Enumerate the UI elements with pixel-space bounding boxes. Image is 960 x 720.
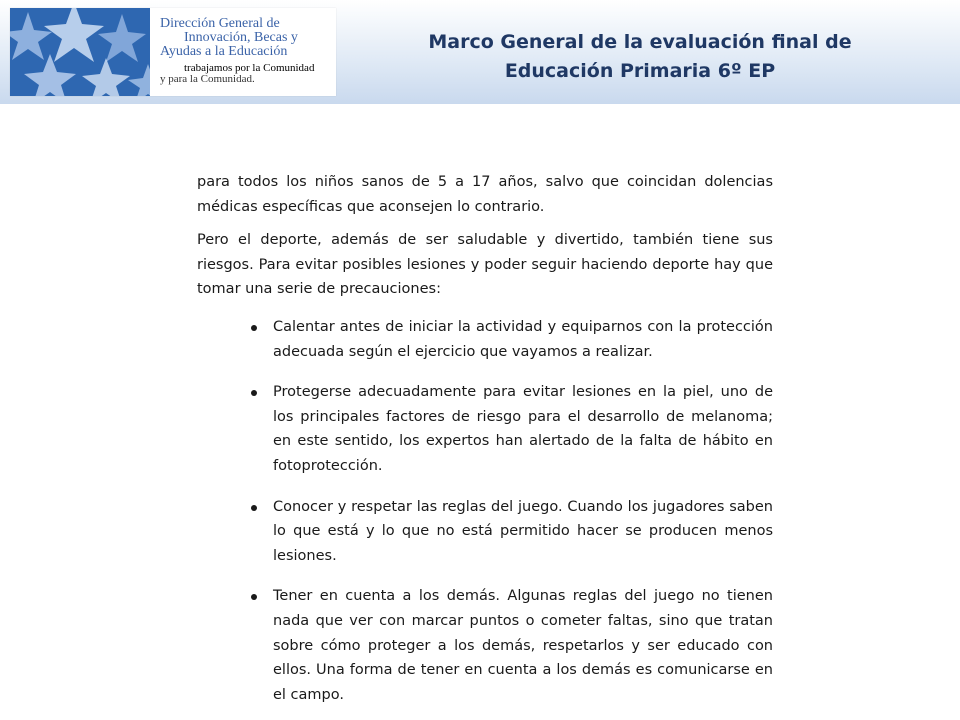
logo-line: Dirección General de (160, 16, 280, 31)
star-pattern-logo-mark (10, 8, 150, 96)
document-body (197, 170, 773, 720)
list-item-text: Protegerse adecuadamente para evitar lesiones en la piel, uno de los principales factores de riesgo para el desarrollo de melanoma; en este sentido, los expertos han alertado de la falta de hábito en fotoprotección. (273, 384, 773, 474)
page-title (420, 28, 860, 86)
institution-logo (10, 8, 336, 96)
logo-line: Innovación, Becas y (184, 30, 298, 45)
logo-line: Ayudas a la Educación (160, 44, 288, 59)
list-item (273, 315, 773, 364)
bullet-icon (251, 325, 257, 331)
list-item-text: Conocer y respetar las reglas del juego. Cuando los jugadores saben lo que está y lo que no está permitido hacer se producen menos lesiones. (273, 498, 773, 564)
logo-wordmark (150, 8, 336, 96)
precautions-list (197, 315, 773, 707)
list-item-text: Calentar antes de iniciar la actividad y equiparnos con la protección adecuada según el ejercicio que vayamos a realizar. (273, 318, 773, 360)
bullet-icon (251, 594, 257, 600)
list-item (273, 380, 773, 478)
bullet-icon (251, 505, 257, 511)
slide-header (0, 0, 960, 104)
page-title-line: Educación Primaria 6º EP (504, 60, 776, 82)
paragraph: para todos los niños sanos de 5 a 17 años, salvo que coincidan dolencias médicas específicas que aconsejen lo contrario. (197, 174, 773, 215)
page-title-line: Marco General de la evaluación final de (428, 31, 852, 53)
paragraph: Pero el deporte, además de ser saludable y divertido, también tiene sus riesgos. Para evitar posibles lesiones y poder seguir haciendo deporte hay que tomar una serie de precauciones: (197, 232, 773, 298)
stars-graphic (10, 8, 150, 96)
list-item (273, 495, 773, 569)
logo-tagline: y para la Comunidad. (160, 73, 255, 85)
list-item (273, 584, 773, 707)
list-item-text: Tener en cuenta a los demás. Algunas reglas del juego no tienen nada que ver con marcar puntos o cometer faltas, sino que tratan sobre cómo proteger a los demás, respetarlos y ser educado con ellos. Una forma de tener en cuenta a los demás es comunicarse en el campo. (273, 588, 773, 703)
logo-tagline: trabajamos por la Comunidad (184, 62, 315, 74)
bullet-icon (251, 390, 257, 396)
